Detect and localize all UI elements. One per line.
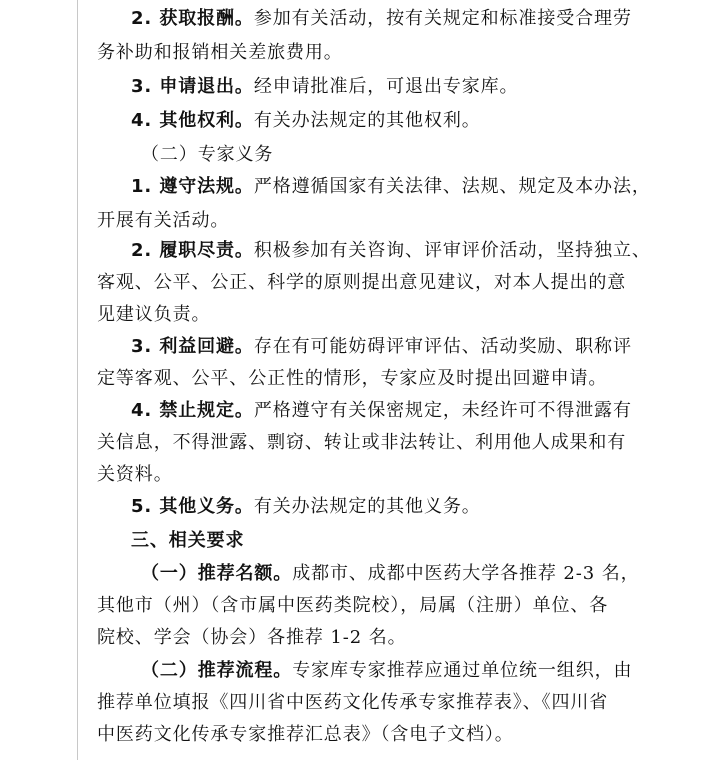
item-text: 客观、公平、公正、科学的原则提出意见建议，对本人提出的意 [97,272,627,293]
item-text: 推荐单位填报《四川省中医药文化传承专家推荐表》、《四川省 [97,692,609,713]
item-text: 参加有关活动，按有关规定和标准接受合理劳 [253,8,632,29]
paragraph-line [97,724,514,746]
item-text: 积极参加有关咨询、评审评价活动，坚持独立、 [253,240,651,261]
chapter-heading: 三、相关要求 [131,530,245,551]
item-label: （二）推荐流程。 [141,660,293,681]
section-heading: （二）专家义务 [141,144,274,165]
paragraph-line [131,240,651,262]
paragraph-line [141,563,640,585]
item-text: 严格遵守有关保密规定，未经许可不得泄露有 [253,400,632,421]
item-label: 4. 其他权利。 [131,110,254,131]
paragraph-line [97,595,608,617]
paragraph-line [97,304,210,326]
item-text: 开展有关活动。 [97,210,230,231]
paragraph-line [97,464,173,486]
margin-guide-line [77,0,78,760]
item-text: 见建议负责。 [97,304,211,325]
item-text: 存在有可能妨碍评审评估、活动奖励、职称评 [253,336,632,357]
paragraph-line [131,176,651,198]
paragraph-line [97,272,626,294]
paragraph-line [131,110,481,132]
item-label: 4. 禁止规定。 [131,400,254,421]
item-text: 成都市、成都中医药大学各推荐 2-3 名， [292,563,640,584]
paragraph-line [131,336,632,358]
paragraph-line [141,660,632,682]
item-text: 有关办法规定的其他权利。 [253,110,481,131]
item-text: 其他市（州）（含市属中医药类院校），局属（注册）单位、各 [97,595,609,616]
item-text: 务补助和报销相关差旅费用。 [97,42,343,63]
item-label: 2. 获取报酬。 [131,8,254,29]
paragraph-line [97,432,626,454]
item-text: 严格遵循国家有关法律、法规、规定及本办法， [253,176,651,197]
item-text: 定等客观、公平、公正性的情形，专家应及时提出回避申请。 [97,368,608,389]
item-label: （一）推荐名额。 [141,563,293,584]
paragraph-line [131,496,481,518]
item-text: 专家库专家推荐应通过单位统一组织，由 [292,660,633,681]
paragraph-line [97,210,229,232]
paragraph-line [97,42,343,64]
item-text: 有关办法规定的其他义务。 [253,496,481,517]
item-text: 中医药文化传承专家推荐汇总表》（含电子文档）。 [97,724,514,745]
item-text: 关信息，不得泄露、剽窃、转让或非法转让、利用他人成果和有 [97,432,627,453]
paragraph-line [97,368,607,390]
item-label: 1. 遵守法规。 [131,176,254,197]
item-text: 经申请批准后，可退出专家库。 [253,76,519,97]
item-text: 院校、学会（协会）各推荐 1-2 名。 [97,627,407,648]
item-text: 关资料。 [97,464,173,485]
item-label: 3. 利益回避。 [131,336,254,357]
item-label: 2. 履职尽责。 [131,240,254,261]
paragraph-line [97,627,407,649]
paragraph-line [131,400,632,422]
item-label: 3. 申请退出。 [131,76,254,97]
paragraph-line [131,8,632,30]
paragraph-line [97,692,608,714]
paragraph-line [131,76,518,98]
item-label: 5. 其他义务。 [131,496,254,517]
